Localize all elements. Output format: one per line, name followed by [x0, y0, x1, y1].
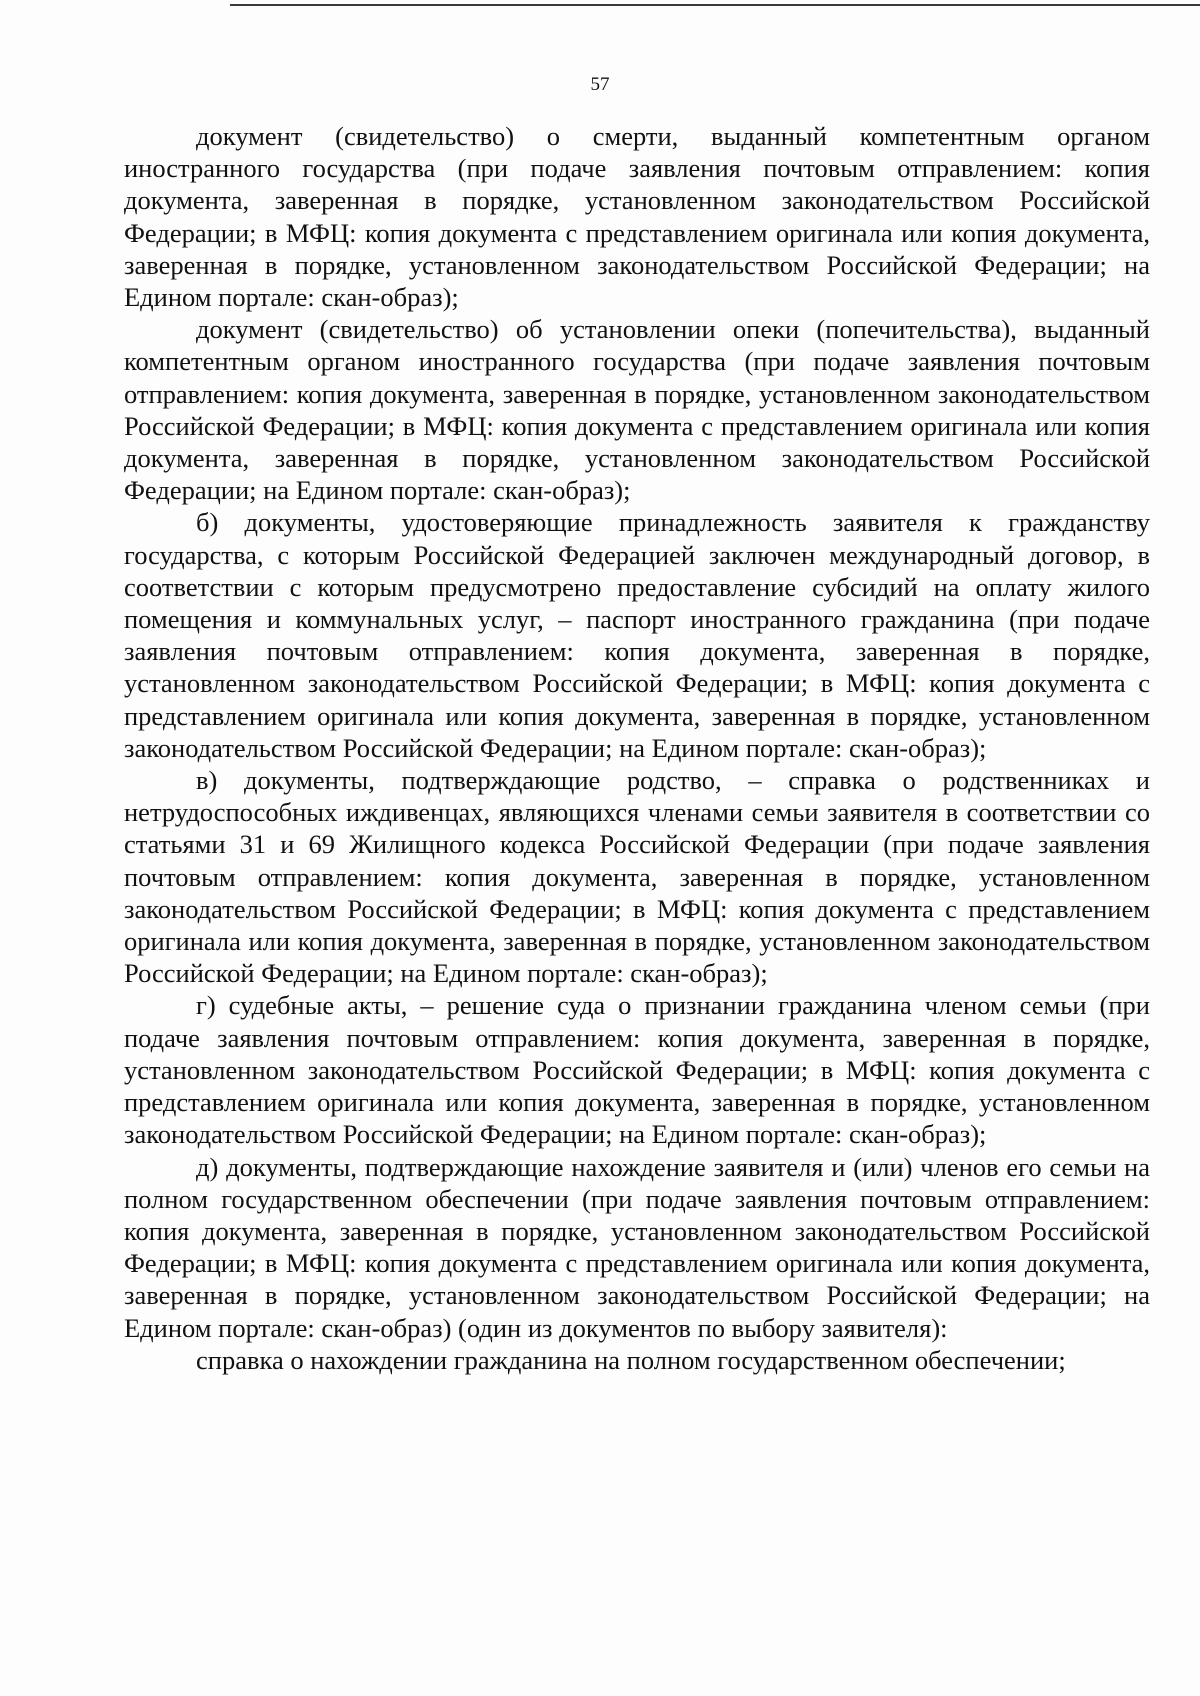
paragraph-death-certificate: документ (свидетельство) о смерти, выданный компетентным органом иностранного государства (при подаче заявления почтовым отправлением: копия документа, заверенная в порядке, установленном законодательством Российской Федерации; в МФЦ: копия документа с представлением оригинала или копия документа, заверенная в порядке, установленном законодательством Российской Федерации; на Едином портале: скан-образ);: [124, 121, 1150, 313]
paragraph-guardianship-certificate: документ (свидетельство) об установлении опеки (попечительства), выданный компетентным органом иностранного государства (при подаче заявления почтовым отправлением: копия документа, заверенная в порядке, установленном законодательством Российской Федерации; в МФЦ: копия документа с представлением оригинала или копия документа, заверенная в порядке, установленном законодательством Российской Федерации; на Едином портале: скан-образ);: [124, 314, 1150, 506]
paragraph-item-d-state-support: д) документы, подтверждающие нахождение заявителя и (или) членов его семьи на полном государственном обеспечении (при подаче заявления почтовым отправлением: копия документа, заверенная в порядке, установленном законодательством Российской Федерации; в МФЦ: копия документа с представлением оригинала или копия документа, заверенная в порядке, установленном законодательством Российской Федерации; на Едином портале: скан-образ) (один из документов по выбору заявителя):: [124, 1151, 1150, 1343]
paragraph-state-support-certificate: справка о нахождении гражданина на полном государственном обеспечении;: [196, 1344, 1066, 1375]
page-number: 57: [590, 74, 610, 95]
document-body: [124, 120, 1150, 1376]
paragraph-item-g-court-acts: г) судебные акты, – решение суда о признании гражданина членом семьи (при подаче заявления почтовым отправлением: копия документа, заверенная в порядке, установленном законодательством Российской Федерации; в МФЦ: копия документа с представлением оригинала или копия документа, заверенная в порядке, установленном законодательством Российской Федерации; на Едином портале: скан-образ);: [124, 990, 1150, 1150]
paragraph-item-v-kinship: в) документы, подтверждающие родство, – справка о родственниках и нетрудоспособных иждивенцах, являющихся членами семьи заявителя в соответствии со статьями 31 и 69 Жилищного кодекса Российской Федерации (при подаче заявления почтовым отправлением: копия документа, заверенная в порядке, установленном законодательством Российской Федерации; в МФЦ: копия документа с представлением оригинала или копия документа, заверенная в порядке, установленном законодательством Российской Федерации; на Едином портале: скан-образ);: [124, 765, 1150, 989]
top-edge-line: [230, 4, 1200, 6]
paragraph-item-b-citizenship: б) документы, удостоверяющие принадлежность заявителя к гражданству государства, с которым Российской Федерацией заключен международный договор, в соответствии с которым предусмотрено предоставление субсидий на оплату жилого помещения и коммунальных услуг, – паспорт иностранного гражданина (при подаче заявления почтовым отправлением: копия документа, заверенная в порядке, установленном законодательством Российской Федерации; в МФЦ: копия документа с представлением оригинала или копия документа, заверенная в порядке, установленном законодательством Российской Федерации; на Едином портале: скан-образ);: [124, 507, 1150, 763]
